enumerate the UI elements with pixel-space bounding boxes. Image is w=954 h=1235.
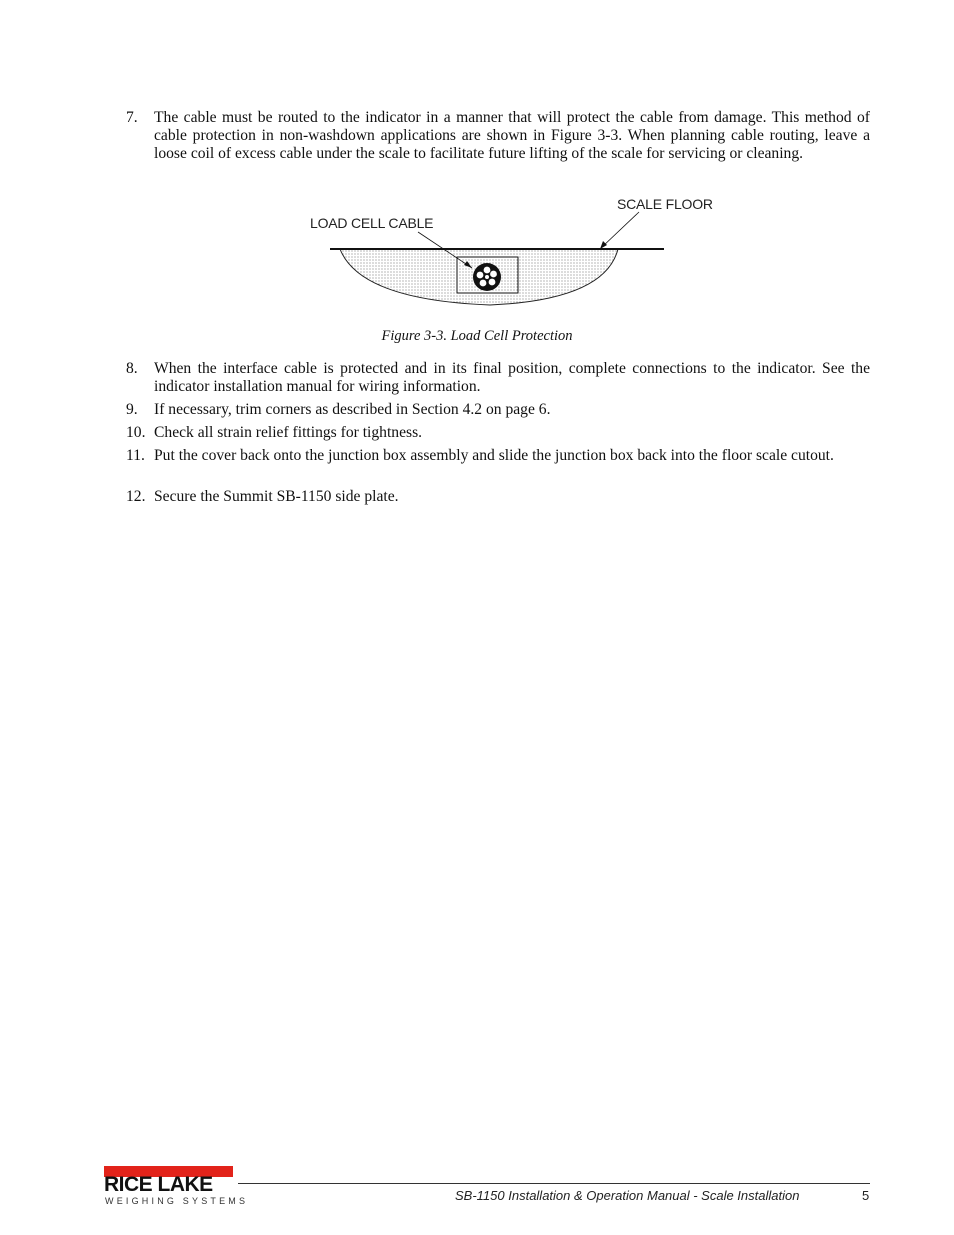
step-text: Secure the Summit SB-1150 side plate. [154, 488, 399, 505]
label-scale-floor: SCALE FLOOR [617, 196, 713, 212]
list-item-step-8 [126, 360, 870, 396]
list-item-step-9 [126, 401, 870, 419]
step-number: 7. [126, 109, 138, 126]
step-number: 9. [126, 401, 138, 418]
rice-lake-logo [104, 1166, 249, 1210]
page-number: 5 [862, 1188, 870, 1203]
step-text: If necessary, trim corners as described in Section 4.2 on page 6. [154, 401, 551, 418]
step-number: 11. [126, 447, 145, 464]
figure-load-cell-protection [300, 190, 713, 315]
step-text: Put the cover back onto the junction box assembly and slide the junction box back into the floor scale cutout. [154, 447, 834, 464]
list-item-step-11 [126, 447, 870, 465]
scale-floor-leader [601, 212, 639, 248]
list-item-step-12 [126, 488, 870, 506]
cable-bundle-icon [473, 263, 501, 291]
step-text: Check all strain relief fittings for tightness. [154, 424, 423, 441]
step-number: 10. [126, 424, 146, 441]
list-item-step-7 [126, 109, 870, 163]
logo-wordmark: RICE LAKE [104, 1173, 213, 1196]
step-text: The cable must be routed to the indicator in a manner that will protect the cable from damage. This method of cable protection in non-washdown applications are shown in Figure 3-3. When planning cable routing, leave a loose coil of excess cable under the scale to facilitate future lifting of the scale for servicing or cleaning. [154, 109, 870, 162]
step-number: 12. [126, 488, 146, 505]
step-number: 8. [126, 360, 138, 377]
label-load-cell-cable: LOAD CELL CABLE [310, 215, 434, 231]
figure-caption: Figure 3-3. Load Cell Protection [381, 328, 573, 344]
logo-tagline: WEIGHING SYSTEMS [105, 1196, 249, 1206]
footer-divider [238, 1183, 870, 1184]
footer-document-title: SB-1150 Installation & Operation Manual - Scale Installation [455, 1188, 800, 1203]
step-text: When the interface cable is protected and in its final position, complete connections to the indicator. See the indicator installation manual for wiring information. [154, 360, 870, 395]
list-item-step-10 [126, 424, 870, 442]
